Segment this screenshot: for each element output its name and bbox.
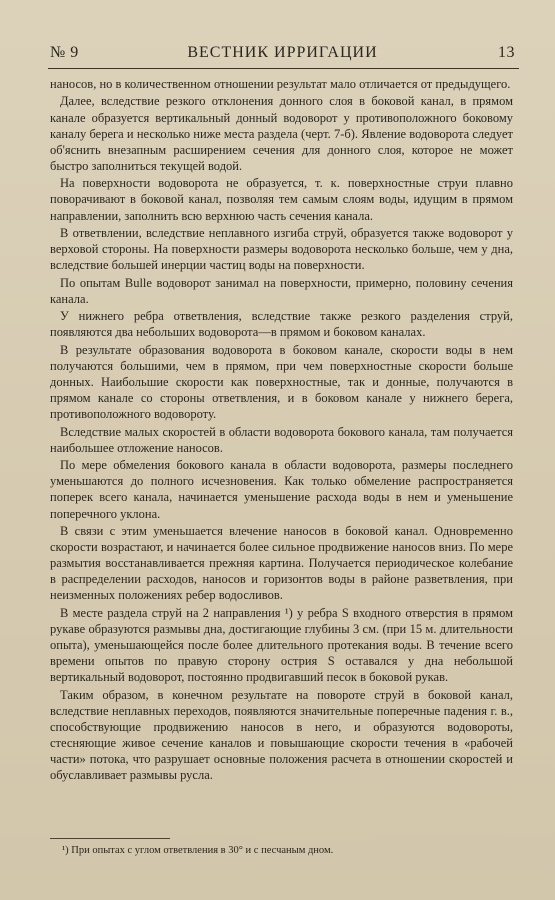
- paragraph: Далее, вследствие резкого отклонения донного слоя в боковой канал, в прямом канале образуется вертикальный донный водоворот у противоположного боковому каналу берега и несколько ниже места раздела (черт. 7-б). Явление водоворота следует об'яснить внезапным расширением сечения для донного слоя, которое не может быстро заполниться текущей водой.: [50, 94, 513, 173]
- paragraph: В результате образования водоворота в боковом канале, скорости воды в нем получаются большими, чем в прямом, при чем поверхностные скорости больше донных. Наибольшие скорости как поверхностные, так и донные, получаются в прямом канале со стороны ответвления, и в боковом канале у нижнего берега, противоположного водовороту.: [50, 342, 513, 422]
- paragraph: Таким образом, в конечном результате на повороте струй в боковой канал, вследствие неплавных переходов, появляются значительные поперечные падения г. в., способствующие продвижению наносов в него, и образуются водовороты, стесняющие живое сечение каналов и повышающие скорости течения в «рабочей части» потока, что разрушает основные положения расчета в отношении скоростей и обуславливает размывы русла.: [50, 687, 513, 783]
- article-body: [50, 76, 513, 783]
- issue-number: № 9: [50, 44, 79, 61]
- footnote: ¹) При опытах с углом ответвления в 30° и с песчаным дном.: [62, 845, 334, 856]
- paragraph: В связи с этим уменьшается влечение наносов в боковой канал. Одновременно скорости возрастают, и начинается более сильное продвижение наносов вниз. По мере размытия восстанавливается прежняя картина. Получается периодическое колебание в распределении расходов, наносов и горизонтов воды в районе разветвления, при неизменных положениях ребер водосливов.: [50, 524, 513, 603]
- footnote-rule: [50, 838, 170, 839]
- paragraph: наносов, но в количественном отношении результат мало отличается от предыдущего.: [50, 77, 511, 91]
- paragraph: У нижнего ребра ответвления, вследствие также резкого разделения струй, появляются два небольших водоворота—в прямом и боковом каналах.: [50, 309, 513, 340]
- paragraph: Вследствие малых скоростей в области водоворота бокового канала, там получается наибольшее отложение наносов.: [50, 424, 513, 455]
- paragraph: По опытам Bulle водоворот занимал на поверхности, примерно, половину сечения канала.: [50, 275, 513, 306]
- journal-title: ВЕСТНИК ИРРИГАЦИИ: [187, 44, 378, 61]
- paragraph: По мере обмеления бокового канала в области водоворота, размеры последнего уменьшаются до полного исчезновения. Как только обмеление распространяется поперек всего канала, начинается уменьшение расхода воды в нем и уменьшение поперечного уклона.: [50, 458, 513, 521]
- paragraph: В ответвлении, вследствие неплавного изгиба струй, образуется также водоворот у верховой стороны. На поверхности размеры водоворота несколько больше, чем у дна, вследствие большей инерции частиц воды на поверхности.: [50, 226, 513, 273]
- page-number: 13: [498, 44, 515, 61]
- page-header: [50, 38, 515, 68]
- header-rule: [48, 68, 519, 69]
- paragraph: На поверхности водоворота не образуется, т. к. поверхностные струи плавно поворачивают в боковой канал, позволяя тем самым слоям воды, идущим в прямом направлении, заполнить всю верхнюю часть сечения канала.: [50, 176, 513, 223]
- paragraph: В месте раздела струй на 2 направления ¹) у ребра S входного отверстия в прямом рукаве образуются размывы дна, достигающие глубины 3 см. (при 15 м. длительности опыта), уменьшающейся после более длительного протекания воды. В течение всего времени опытов по правую сторону острия S оставался у дна небольшой вертикальный водоворот, постоянно продвигавший песок в боковой рукав.: [50, 605, 513, 685]
